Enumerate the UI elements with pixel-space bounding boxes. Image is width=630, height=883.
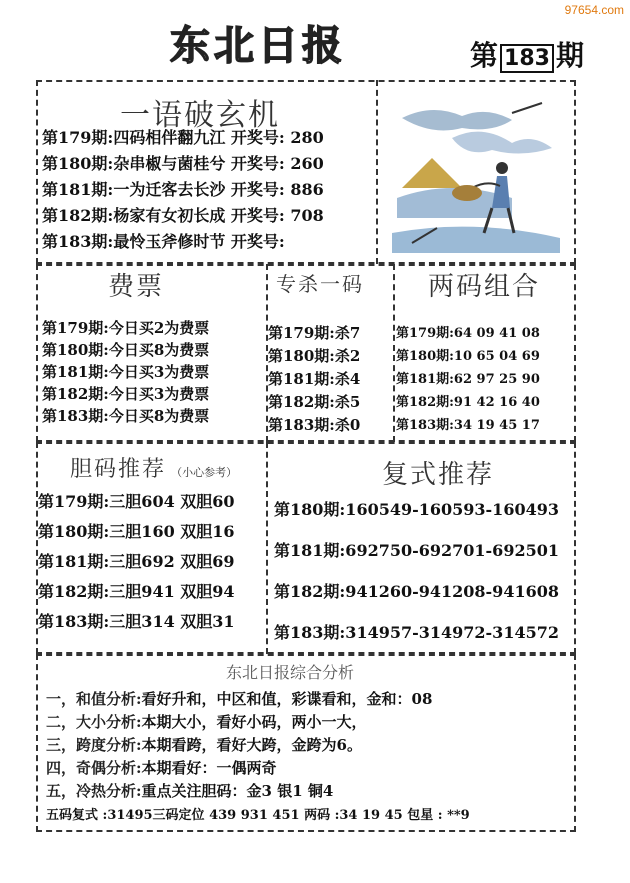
fee-list: [42, 317, 209, 427]
fee-row: 第182期:今日买3为费票: [42, 385, 210, 403]
combo-row: 第179期:64 09 41 08: [396, 326, 540, 341]
riddle-row: 第180期:杂串椒与菌桂兮 开奖号: 260: [42, 154, 324, 173]
gall-row: 第183期:三胆314 双胆31: [38, 612, 235, 631]
fee-title: 费票: [108, 272, 165, 302]
issue-suffix: 期: [555, 39, 584, 72]
gall-row: 第180期:三胆160 双胆16: [38, 522, 235, 541]
gall-header: [70, 452, 237, 483]
multi-row: 第183期:314957-314972-314572: [274, 623, 559, 642]
gall-note: （小心参考）: [171, 466, 238, 479]
riddle-row: 第182期:杨家有女初长成 开奖号: 708: [42, 206, 324, 225]
analysis-row: 三，跨度分析:本期看跨，看好大跨，金跨为6。: [46, 736, 362, 754]
gall-row: 第181期:三胆692 双胆69: [38, 552, 235, 571]
gall-row: 第179期:三胆604 双胆60: [38, 492, 235, 511]
combo-row: 第180期:10 65 04 69: [396, 349, 540, 364]
masthead-title: 东北日报: [170, 23, 346, 69]
kill-row: 第182期:杀5: [268, 393, 361, 411]
combo-row: 第181期:62 97 25 90: [396, 372, 540, 387]
analysis-list: [46, 688, 432, 803]
combo-row: 第182期:91 42 16 40: [396, 395, 540, 410]
analysis-footer: 五码复式 :31495三码定位 439 931 451 两码 :34 19 45 包星 : **9: [46, 808, 470, 823]
gall-row: 第182期:三胆941 双胆94: [38, 582, 235, 601]
multi-row: 第182期:941260-941208-941608: [274, 582, 559, 601]
issue-prefix: 第: [470, 39, 499, 72]
riddle-title: 一语破玄机: [120, 98, 280, 133]
site-watermark: 97654.com: [564, 3, 624, 17]
multi-list: [274, 502, 559, 666]
riddle-list: [42, 130, 324, 260]
riddle-row: 第181期:一为迁客去长沙 开奖号: 886: [42, 180, 324, 199]
gall-list: [38, 494, 235, 644]
combo-row: 第183期:34 19 45 17: [396, 418, 540, 433]
riddle-row: 第179期:四码相伴翻九江 开奖号: 280: [42, 128, 324, 147]
issue-number: [470, 34, 584, 74]
kill-title: 专杀一码: [276, 272, 364, 296]
kill-row: 第179期:杀7: [268, 324, 361, 342]
analysis-row: 四，奇偶分析:本期看好：一偶两奇: [46, 759, 277, 777]
fee-row: 第180期:今日买8为费票: [42, 341, 210, 359]
kill-row: 第181期:杀4: [268, 370, 361, 388]
fee-row: 第179期:今日买2为费票: [42, 319, 210, 337]
picks-divider-2: [393, 264, 395, 442]
kill-list: [268, 322, 360, 437]
riddle-row: 第183期:最怜玉斧修时节 开奖号:: [42, 232, 285, 251]
riddle-divider: [376, 80, 378, 264]
combo-list: [396, 322, 540, 437]
recommend-divider: [266, 442, 268, 654]
analysis-title: 东北日报综合分析: [226, 663, 355, 682]
multi-row: 第181期:692750-692701-692501: [274, 541, 559, 560]
kill-row: 第183期:杀0: [268, 416, 361, 434]
fisherman-illustration: [392, 98, 560, 253]
analysis-row: 二，大小分析:本期大小，看好小码，两小一大，: [46, 713, 367, 731]
combo-title: 两码组合: [428, 272, 541, 302]
issue-num: 183: [500, 44, 554, 73]
multi-row: 第180期:160549-160593-160493: [274, 500, 559, 519]
multi-title: 复式推荐: [382, 460, 495, 490]
gall-title: 胆码推荐: [70, 457, 167, 482]
fee-row: 第183期:今日买8为费票: [42, 407, 210, 425]
fee-row: 第181期:今日买3为费票: [42, 363, 210, 381]
kill-row: 第180期:杀2: [268, 347, 361, 365]
analysis-row: 一，和值分析:看好升和，中区和值，彩谍看和，金和：08: [46, 690, 433, 708]
analysis-row: 五，冷热分析:重点关注胆码：金3 银1 铜4: [46, 782, 334, 800]
